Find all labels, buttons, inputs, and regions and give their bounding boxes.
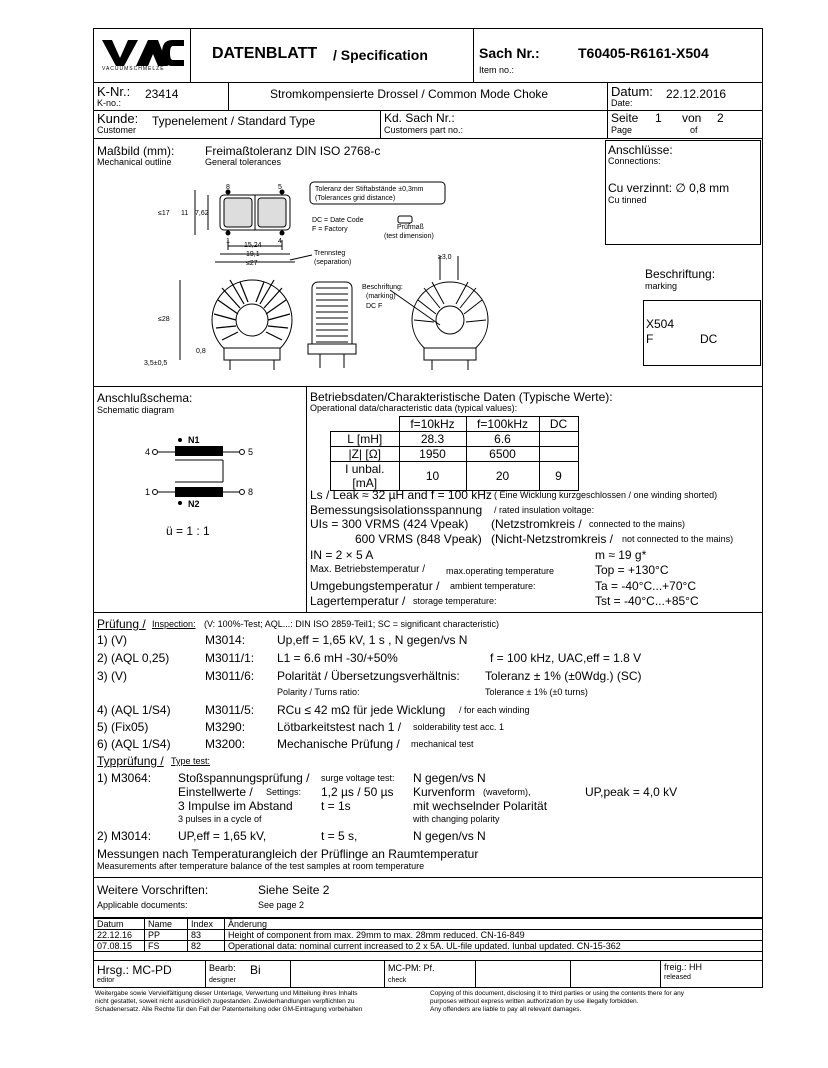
of-en: of xyxy=(690,125,698,135)
type-r5c: N gegen/vs N xyxy=(413,829,486,843)
schem-p8: 8 xyxy=(248,487,254,497)
ops-th-3: DC xyxy=(539,417,578,432)
footer-bearb-value: Bi xyxy=(250,963,261,977)
test-row-6-c: Mechanische Prüfung / xyxy=(277,737,400,751)
ops-cell: 10 xyxy=(399,462,466,491)
front-view xyxy=(180,280,292,370)
schematic-title-en: Schematic diagram xyxy=(97,405,175,415)
type-r2c: Kurvenform xyxy=(413,785,476,799)
dim-762: 7,62 xyxy=(195,210,209,217)
ops-cell: I unbal. [mA] xyxy=(331,462,400,491)
test-row-6-a: 6) (AQL 1/S4) xyxy=(97,737,171,751)
type-r4c: with changing polarity xyxy=(413,814,500,824)
further-value: Siehe Seite 2 xyxy=(258,883,330,897)
test-title: Prüfung / xyxy=(97,617,146,631)
footer-hrsg-en: editor xyxy=(97,977,115,984)
test-row-6-b: M3200: xyxy=(205,737,246,751)
table-row xyxy=(331,432,579,447)
page-title-en: / Specification xyxy=(333,47,428,63)
ops-th-0 xyxy=(331,417,400,432)
dim-191: 19,1 xyxy=(246,251,260,258)
seite-value: 1 xyxy=(655,111,662,125)
von-value: 2 xyxy=(717,111,724,125)
ops-title: Betriebsdaten/Charakteristische Daten (Typische Werte): xyxy=(310,390,613,404)
footer-hrsg: Hrsg.: MC-PD xyxy=(97,963,172,977)
type-r3c: mit wechselnder Polarität xyxy=(413,799,548,813)
sach-label: Sach Nr.: xyxy=(479,45,540,61)
ops-bem-en: / rated insulation voltage: xyxy=(494,505,595,515)
test-row-6-sub: mechanical test xyxy=(411,739,474,749)
ops-tmax-v: Top = +130°C xyxy=(595,563,669,577)
legal-de-3: Schadenersatz. Alle Rechte für den Fall der Patenterteilung oder GM-Eintragung vorbehalten xyxy=(95,1006,363,1013)
ops-uis2-note: (Nicht-Netzstromkreis / xyxy=(491,532,614,546)
ops-tamb: Umgebungstemperatur / xyxy=(310,579,440,593)
type-m1-en: Measurements after temperature balance of the test samples at room temperature xyxy=(97,861,425,871)
dim-35: 3,5±0,5 xyxy=(144,360,168,367)
note-f: F = Factory xyxy=(312,226,348,233)
note-pruef-en: (test dimension) xyxy=(384,233,434,240)
test-row-4-b: M3011/5: xyxy=(205,703,255,717)
knr-value: 23414 xyxy=(145,87,179,101)
ops-bem: Bemessungsisolationsspannung xyxy=(310,503,483,517)
customer-en: Customer xyxy=(97,125,137,135)
dim-08: 0,8 xyxy=(196,348,206,355)
change-table-header xyxy=(94,919,763,930)
further-value-en: See page 2 xyxy=(258,900,305,910)
type-r5v: t = 5 s, xyxy=(321,829,358,843)
type-r4b: 3 pulses in a cycle of xyxy=(178,814,262,824)
test-row-5-c: Lötbarkeitstest nach 1 / xyxy=(277,720,402,734)
schem-n1: N1 xyxy=(188,435,200,445)
ops-cell: |Z| [Ω] xyxy=(331,447,400,462)
kunde-label: Kunde: xyxy=(97,111,139,126)
ops-in: IN = 2 × 5 A xyxy=(310,548,374,562)
ops-th-2: f=100kHz xyxy=(466,417,539,432)
type-r1b-en: surge voltage test: xyxy=(321,773,395,783)
page-en: Page xyxy=(611,125,633,135)
test-row-5-b: M3290: xyxy=(205,720,246,734)
ops-cell: 6500 xyxy=(466,447,539,462)
datum-label: Datum: xyxy=(611,84,653,99)
marking-title: Beschriftung: xyxy=(645,267,716,281)
ops-uis: UIs = 300 VRMS (424 Vpeak) xyxy=(310,517,469,531)
test-row-1-c: Up,eff = 1,65 kV, 1 s , N gegen/vs N xyxy=(277,633,468,647)
note-pruef: Prüfmaß xyxy=(397,224,424,231)
legal-en-3: Any offenders are liable to pay all relevant damages. xyxy=(430,1006,582,1013)
item-no-label: Item no.: xyxy=(479,65,515,75)
test-row-4-a: 4) (AQL 1/S4) xyxy=(97,703,171,717)
ops-cell xyxy=(539,447,578,462)
product-description: Stromkompensierte Drossel / Common Mode Choke xyxy=(270,87,549,101)
type-r2b: Einstellwerte / xyxy=(178,785,253,799)
marking-line2b: DC xyxy=(700,332,718,346)
test-row-1-a: 1) (V) xyxy=(97,633,127,647)
top-view xyxy=(195,190,295,262)
date-en: Date: xyxy=(611,98,633,108)
ops-uis-note-en: connected to the mains) xyxy=(589,519,686,529)
type-r1c: N gegen/vs N xyxy=(413,771,486,785)
legal-de-2: nicht gestattet, soweit nicht ausdrücklich zugestanden. Zuwiderhandlungen verpflichten zu xyxy=(95,998,355,1005)
knr-label: K-Nr.: xyxy=(97,84,131,99)
ops-ls-note: ( Eine Wicklung kurzgeschlossen / one winding shorted) xyxy=(494,490,718,500)
ch-cell: Height of component from max. 29mm to max. 28mm reduced. CN-16-849 xyxy=(225,930,763,941)
legal-en-2: purposes without express written authorization by use illegally forbidden. xyxy=(430,998,639,1005)
type-r1b: Stoßspannungsprüfung / xyxy=(178,771,310,785)
test-row-2-d: f = 100 kHz, UAC,eff = 1.8 V xyxy=(490,651,642,665)
ops-uis2: 600 VRMS (848 Vpeak) xyxy=(355,532,482,546)
kunde-value: Typenelement / Standard Type xyxy=(152,114,316,128)
dim-28: ≤28 xyxy=(158,316,170,323)
ops-title-en: Operational data/characteristic data (typical values): xyxy=(310,403,518,413)
ch-cell: 82 xyxy=(188,941,225,952)
schem-p4: 4 xyxy=(145,447,151,457)
ch-cell: FS xyxy=(145,941,188,952)
conn-cu: Cu verzinnt: ∅ 0,8 mm xyxy=(608,181,730,195)
footer-mcpm-en: check xyxy=(388,977,407,984)
test-row-3-sub-a: Polarity / Turns ratio: xyxy=(277,687,360,697)
type-r2v: 1,2 µs / 50 µs xyxy=(321,785,394,799)
test-title-note: (V: 100%-Test; AQL...: DIN ISO 2859-Teil1; SC = significant characteristic) xyxy=(204,619,500,629)
knr-en: K-no.: xyxy=(97,98,122,108)
type-r5b: UP,eff = 1,65 kV, xyxy=(178,829,267,843)
conn-cu-en: Cu tinned xyxy=(608,195,647,205)
change-table xyxy=(93,918,763,952)
kd-en: Customers part no.: xyxy=(384,125,464,135)
ch-th-1: Name xyxy=(145,919,188,930)
ops-tmax: Max. Betriebstemperatur / xyxy=(310,564,426,575)
note-dcf: DC F xyxy=(366,303,383,310)
type-r2c-en: (waveform), xyxy=(483,787,531,797)
sach-value: T60405-R6161-X504 xyxy=(578,45,709,61)
schem-n2: N2 xyxy=(188,499,200,509)
datum-value: 22.12.2016 xyxy=(666,87,727,101)
type-r1a: 1) M3064: xyxy=(97,771,152,785)
ops-uis2-note-en: not connected to the mains) xyxy=(622,534,734,544)
pin-4-label: 4 xyxy=(278,238,282,245)
note-trenn-en: (separation) xyxy=(314,259,352,266)
type-r2b-en: Settings: xyxy=(266,787,302,797)
ops-cell: 20 xyxy=(466,462,539,491)
further-label-en: Applicable documents: xyxy=(97,900,188,910)
conn-title-en: Connections: xyxy=(608,156,661,166)
marking-title-en: marking xyxy=(645,281,678,291)
ch-cell: 83 xyxy=(188,930,225,941)
test-title-en: Inspection: xyxy=(152,619,196,629)
ch-cell: PP xyxy=(145,930,188,941)
von-label: von xyxy=(682,111,702,125)
type-r3v: t = 1s xyxy=(321,799,351,813)
marking-line2a: F xyxy=(646,332,654,346)
logo xyxy=(100,36,185,74)
table-row xyxy=(94,930,763,941)
conn-title: Anschlüsse: xyxy=(608,143,673,157)
schem-p5: 5 xyxy=(248,447,254,457)
further-label: Weitere Vorschriften: xyxy=(97,883,209,897)
footer-freig-en: released xyxy=(664,974,691,981)
ops-table xyxy=(330,416,579,491)
test-row-2-a: 2) (AQL 0,25) xyxy=(97,651,170,665)
footer-mcpm: MC-PM: Pf. xyxy=(388,963,435,973)
footer-bearb-en: designer xyxy=(209,977,236,984)
test-row-2-c: L1 = 6.6 mH -30/+50% xyxy=(277,651,398,665)
type-r2d: UP,peak = 4,0 kV xyxy=(585,785,678,799)
mech-title-en: Mechanical outline xyxy=(97,157,172,167)
ops-ls: Ls / Leak ≈ 32 µH and f = 100 kHz xyxy=(310,488,492,502)
footer-bearb: Bearb: xyxy=(209,963,236,973)
ops-cell: 9 xyxy=(539,462,578,491)
ch-cell: 07.08.15 xyxy=(94,941,145,952)
logo-sub: VACUUMSCHMELZE xyxy=(102,66,165,72)
footer-freig: freig.: HH xyxy=(664,962,703,972)
ch-th-2: Index xyxy=(188,919,225,930)
page-title: DATENBLATT xyxy=(212,45,318,62)
ops-cell xyxy=(539,432,578,447)
type-m1: Messungen nach Temperaturangleich der Prüflinge an Raumtemperatur xyxy=(97,847,479,861)
type-title: Typprüfung / xyxy=(97,754,164,768)
schematic-diagram xyxy=(140,432,260,512)
type-title-en: Type test: xyxy=(171,756,211,766)
note-tol-en: (Tolerances grid distance) xyxy=(315,195,396,202)
test-row-3-c: Polarität / Übersetzungsverhältnis: xyxy=(277,669,460,683)
ops-tst-en: storage temperature: xyxy=(413,596,497,606)
test-row-1-b: M3014: xyxy=(205,633,246,647)
ch-th-3: Änderung xyxy=(225,919,763,930)
table-row xyxy=(331,447,579,462)
ops-cell: 1950 xyxy=(399,447,466,462)
test-row-2-b: M3011/1: xyxy=(205,651,255,665)
dim-30: ≥3,0 xyxy=(438,254,452,261)
mech-title: Maßbild (mm): xyxy=(97,144,175,158)
dim-27: ≤27 xyxy=(246,260,258,267)
ops-cell: 28.3 xyxy=(399,432,466,447)
test-row-3-sub-b: Tolerance ± 1% (±0 turns) xyxy=(485,687,588,697)
type-r3b: 3 Impulse im Abstand xyxy=(178,799,293,813)
marking-line1: X504 xyxy=(646,317,675,331)
type-r5a: 2) M3014: xyxy=(97,829,152,843)
ops-tst-v: Tst = -40°C...+85°C xyxy=(595,594,699,608)
dim-1524: 15,24 xyxy=(244,242,262,249)
dim-17: ≤17 xyxy=(158,210,170,217)
table-row xyxy=(331,462,579,491)
schem-p1: 1 xyxy=(145,487,151,497)
side-view xyxy=(308,282,356,368)
ops-m: m ≈ 19 g* xyxy=(595,548,647,562)
note-trenn: Trennsteg xyxy=(314,250,346,257)
schematic-title: Anschlußschema: xyxy=(97,391,193,405)
test-row-4-sub: / for each winding xyxy=(459,705,530,715)
mech-tolerance-en: General tolerances xyxy=(205,157,282,167)
note-tol: Toleranz der Stiftabstände ±0,3mm xyxy=(315,186,424,193)
mech-tolerance: Freimaßtoleranz DIN ISO 2768-c xyxy=(205,144,381,158)
ops-tamb-v: Ta = -40°C...+70°C xyxy=(595,579,696,593)
table-row xyxy=(94,941,763,952)
dim-11: 11 xyxy=(181,210,189,217)
ops-table-header xyxy=(331,417,579,432)
test-row-3-a: 3) (V) xyxy=(97,669,127,683)
ops-cell: L [mH] xyxy=(331,432,400,447)
pin-1-label: 1 xyxy=(226,238,230,245)
ch-cell: Operational data: nominal current increased to 2 x 5A. UL-file updated. Iunbal updated. CN-15-362 xyxy=(225,941,763,952)
ops-tmax-en: max.operating temperature xyxy=(446,566,555,576)
ops-uis-note: (Netzstromkreis / xyxy=(491,517,582,531)
pin-5-label: 5 xyxy=(278,184,282,191)
kd-label: Kd. Sach Nr.: xyxy=(384,111,455,125)
ops-cell: 6.6 xyxy=(466,432,539,447)
ops-tamb-en: ambient temperature: xyxy=(450,581,536,591)
test-row-3-b: M3011/6: xyxy=(205,669,255,683)
note-beschr: Beschriftung: xyxy=(362,284,403,291)
schem-ratio: ü = 1 : 1 xyxy=(166,524,210,538)
pin-8-label: 8 xyxy=(226,184,230,191)
test-row-5-a: 5) (Fix05) xyxy=(97,720,149,734)
test-row-3-d: Toleranz ± 1% (±0Wdg.) (SC) xyxy=(485,669,642,683)
note-dc: DC = Date Code xyxy=(312,217,364,224)
legal-en-1: Copying of this document, disclosing it to third parties or using the contents there for any xyxy=(430,990,684,997)
legal-de-1: Weitergabe sowie Vervielfältigung dieser Unterlage, Verwertung und Mitteilung ihres Inhalts xyxy=(95,990,358,997)
test-row-4-c: RCu ≤ 42 mΩ für jede Wicklung xyxy=(277,703,446,717)
ops-tst: Lagertemperatur / xyxy=(310,594,406,608)
note-beschr-en: (marking) xyxy=(366,293,396,300)
test-row-5-sub: solderability test acc. 1 xyxy=(413,722,505,732)
ch-cell: 22.12.16 xyxy=(94,930,145,941)
ops-th-1: f=10kHz xyxy=(399,417,466,432)
ch-th-0: Datum xyxy=(94,919,145,930)
seite-label: Seite xyxy=(611,111,639,125)
